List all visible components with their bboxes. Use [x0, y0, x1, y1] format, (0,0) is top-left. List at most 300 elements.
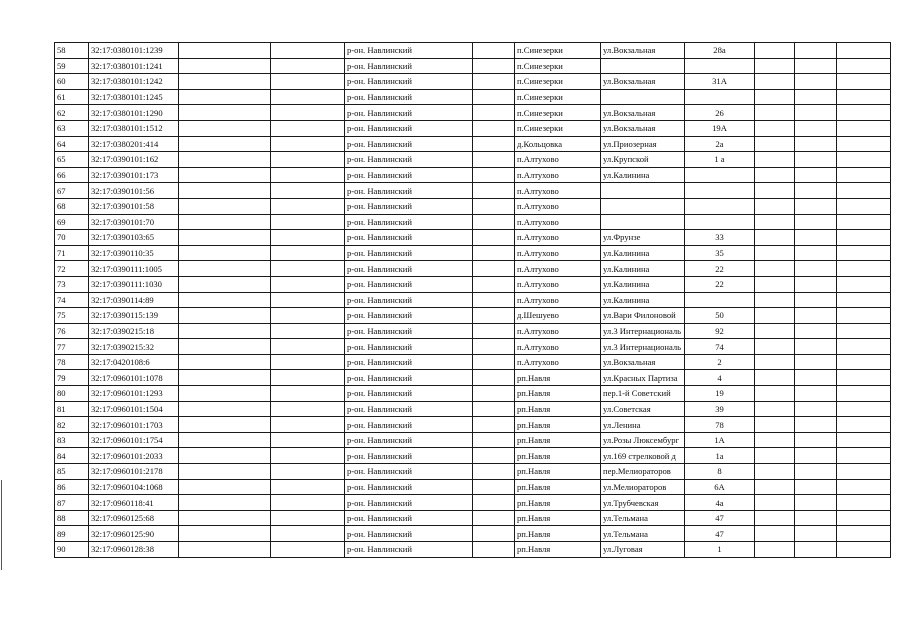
row-number-cell: 61 — [55, 89, 89, 105]
blank-cell — [755, 323, 795, 339]
table-row — [55, 479, 891, 495]
settlement-cell: п.Синезерки — [515, 89, 601, 105]
cadastral-number-cell: 32:17:0390101:162 — [89, 152, 179, 168]
cadastral-number-cell: 32:17:0380101:1241 — [89, 58, 179, 74]
blank-cell — [755, 261, 795, 277]
blank-cell — [179, 526, 271, 542]
blank-cell — [755, 370, 795, 386]
district-cell: р-он. Навлинский — [345, 58, 473, 74]
blank-cell — [473, 214, 515, 230]
district-cell: р-он. Навлинский — [345, 120, 473, 136]
blank-cell — [271, 479, 345, 495]
settlement-cell: рп.Навля — [515, 370, 601, 386]
row-number-cell: 72 — [55, 261, 89, 277]
table-row — [55, 230, 891, 246]
table-row — [55, 43, 891, 59]
settlement-cell: п.Синезерки — [515, 58, 601, 74]
house-number-cell: 22 — [685, 261, 755, 277]
settlement-cell: рп.Навля — [515, 401, 601, 417]
blank-cell — [271, 58, 345, 74]
street-cell: ул.Красных Партиза — [601, 370, 685, 386]
row-number-cell: 66 — [55, 167, 89, 183]
district-cell: р-он. Навлинский — [345, 214, 473, 230]
cadastral-number-cell: 32:17:0960101:1504 — [89, 401, 179, 417]
row-number-cell: 59 — [55, 58, 89, 74]
table-row — [55, 526, 891, 542]
cadastral-number-cell: 32:17:0390111:1030 — [89, 276, 179, 292]
district-cell: р-он. Навлинский — [345, 89, 473, 105]
settlement-cell: п.Алтухово — [515, 198, 601, 214]
row-number-cell: 73 — [55, 276, 89, 292]
blank-cell — [795, 183, 837, 199]
cadastral-number-cell: 32:17:0960101:1703 — [89, 417, 179, 433]
row-number-cell: 78 — [55, 354, 89, 370]
blank-cell — [837, 214, 891, 230]
settlement-cell: п.Синезерки — [515, 74, 601, 90]
scan-edge-mark — [1, 480, 2, 570]
blank-cell — [795, 526, 837, 542]
row-number-cell: 69 — [55, 214, 89, 230]
settlement-cell: п.Алтухово — [515, 354, 601, 370]
cadastral-number-cell: 32:17:0960104:1068 — [89, 479, 179, 495]
table-row — [55, 308, 891, 324]
blank-cell — [271, 510, 345, 526]
blank-cell — [795, 370, 837, 386]
house-number-cell: 19 — [685, 386, 755, 402]
row-number-cell: 68 — [55, 198, 89, 214]
cadastral-number-cell: 32:17:0960101:1754 — [89, 432, 179, 448]
street-cell: ул.169 стрелковой д — [601, 448, 685, 464]
blank-cell — [837, 479, 891, 495]
street-cell: пер.Мелиораторов — [601, 464, 685, 480]
house-number-cell — [685, 167, 755, 183]
blank-cell — [837, 323, 891, 339]
row-number-cell: 84 — [55, 448, 89, 464]
settlement-cell: п.Алтухово — [515, 276, 601, 292]
house-number-cell: 6А — [685, 479, 755, 495]
house-number-cell — [685, 214, 755, 230]
blank-cell — [837, 526, 891, 542]
blank-cell — [179, 448, 271, 464]
blank-cell — [473, 230, 515, 246]
blank-cell — [755, 479, 795, 495]
blank-cell — [271, 167, 345, 183]
blank-cell — [795, 74, 837, 90]
blank-cell — [271, 542, 345, 558]
cadastral-number-cell: 32:17:0390215:18 — [89, 323, 179, 339]
district-cell: р-он. Навлинский — [345, 370, 473, 386]
street-cell: ул.Тельмана — [601, 526, 685, 542]
blank-cell — [179, 198, 271, 214]
cadastral-number-cell: 32:17:0960101:1078 — [89, 370, 179, 386]
street-cell: ул.Калинина — [601, 167, 685, 183]
blank-cell — [837, 245, 891, 261]
house-number-cell — [685, 292, 755, 308]
settlement-cell: п.Алтухово — [515, 339, 601, 355]
blank-cell — [179, 323, 271, 339]
settlement-cell: п.Алтухово — [515, 292, 601, 308]
blank-cell — [271, 464, 345, 480]
blank-cell — [271, 183, 345, 199]
row-number-cell: 64 — [55, 136, 89, 152]
blank-cell — [755, 542, 795, 558]
row-number-cell: 71 — [55, 245, 89, 261]
blank-cell — [755, 105, 795, 121]
blank-cell — [837, 89, 891, 105]
blank-cell — [795, 479, 837, 495]
cadastral-number-cell: 32:17:0960118:41 — [89, 495, 179, 511]
row-number-cell: 65 — [55, 152, 89, 168]
house-number-cell — [685, 198, 755, 214]
street-cell — [601, 58, 685, 74]
blank-cell — [837, 464, 891, 480]
blank-cell — [271, 448, 345, 464]
cadastral-number-cell: 32:17:0380101:1512 — [89, 120, 179, 136]
blank-cell — [473, 43, 515, 59]
blank-cell — [271, 495, 345, 511]
table-row — [55, 276, 891, 292]
blank-cell — [837, 136, 891, 152]
street-cell: ул.Калинина — [601, 261, 685, 277]
street-cell: ул.Вокзальная — [601, 354, 685, 370]
table-row — [55, 495, 891, 511]
blank-cell — [473, 105, 515, 121]
house-number-cell: 28а — [685, 43, 755, 59]
blank-cell — [755, 386, 795, 402]
settlement-cell: п.Алтухово — [515, 245, 601, 261]
settlement-cell: рп.Навля — [515, 432, 601, 448]
street-cell: ул.Калинина — [601, 276, 685, 292]
district-cell: р-он. Навлинский — [345, 74, 473, 90]
blank-cell — [473, 292, 515, 308]
settlement-cell: рп.Навля — [515, 526, 601, 542]
street-cell: ул.Вокзальная — [601, 74, 685, 90]
blank-cell — [795, 510, 837, 526]
settlement-cell: рп.Навля — [515, 542, 601, 558]
blank-cell — [179, 152, 271, 168]
street-cell: ул.Вокзальная — [601, 43, 685, 59]
district-cell: р-он. Навлинский — [345, 323, 473, 339]
district-cell: р-он. Навлинский — [345, 432, 473, 448]
blank-cell — [179, 74, 271, 90]
district-cell: р-он. Навлинский — [345, 198, 473, 214]
blank-cell — [795, 448, 837, 464]
district-cell: р-он. Навлинский — [345, 479, 473, 495]
blank-cell — [179, 432, 271, 448]
house-number-cell: 31А — [685, 74, 755, 90]
blank-cell — [795, 401, 837, 417]
street-cell: ул.Луговая — [601, 542, 685, 558]
blank-cell — [837, 339, 891, 355]
row-number-cell: 62 — [55, 105, 89, 121]
settlement-cell: п.Алтухово — [515, 214, 601, 230]
blank-cell — [755, 401, 795, 417]
table-row — [55, 58, 891, 74]
blank-cell — [271, 354, 345, 370]
blank-cell — [837, 105, 891, 121]
settlement-cell: п.Алтухово — [515, 167, 601, 183]
blank-cell — [837, 386, 891, 402]
house-number-cell: 92 — [685, 323, 755, 339]
blank-cell — [755, 417, 795, 433]
blank-cell — [473, 432, 515, 448]
blank-cell — [795, 542, 837, 558]
blank-cell — [795, 136, 837, 152]
blank-cell — [755, 245, 795, 261]
row-number-cell: 90 — [55, 542, 89, 558]
blank-cell — [795, 58, 837, 74]
blank-cell — [179, 214, 271, 230]
district-cell: р-он. Навлинский — [345, 261, 473, 277]
cadastral-number-cell: 32:17:0390103:65 — [89, 230, 179, 246]
district-cell: р-он. Навлинский — [345, 339, 473, 355]
blank-cell — [179, 230, 271, 246]
blank-cell — [755, 339, 795, 355]
street-cell: ул.Трубчевская — [601, 495, 685, 511]
row-number-cell: 83 — [55, 432, 89, 448]
row-number-cell: 82 — [55, 417, 89, 433]
blank-cell — [271, 245, 345, 261]
blank-cell — [271, 432, 345, 448]
district-cell: р-он. Навлинский — [345, 542, 473, 558]
blank-cell — [179, 58, 271, 74]
blank-cell — [837, 354, 891, 370]
district-cell: р-он. Навлинский — [345, 136, 473, 152]
cadastral-number-cell: 32:17:0380101:1290 — [89, 105, 179, 121]
blank-cell — [837, 510, 891, 526]
blank-cell — [795, 105, 837, 121]
table-row — [55, 214, 891, 230]
settlement-cell: п.Алтухово — [515, 183, 601, 199]
row-number-cell: 74 — [55, 292, 89, 308]
blank-cell — [837, 432, 891, 448]
blank-cell — [271, 74, 345, 90]
blank-cell — [473, 276, 515, 292]
blank-cell — [755, 526, 795, 542]
blank-cell — [795, 198, 837, 214]
blank-cell — [271, 308, 345, 324]
district-cell: р-он. Навлинский — [345, 105, 473, 121]
blank-cell — [755, 120, 795, 136]
house-number-cell: 1 — [685, 542, 755, 558]
blank-cell — [755, 214, 795, 230]
blank-cell — [837, 542, 891, 558]
street-cell: ул.Калинина — [601, 245, 685, 261]
table-row — [55, 339, 891, 355]
street-cell: ул.Крупской — [601, 152, 685, 168]
blank-cell — [179, 89, 271, 105]
cadastral-number-cell: 32:17:0960101:1293 — [89, 386, 179, 402]
blank-cell — [837, 276, 891, 292]
blank-cell — [271, 417, 345, 433]
table-row — [55, 74, 891, 90]
table-row — [55, 105, 891, 121]
blank-cell — [179, 417, 271, 433]
street-cell: ул.Вокзальная — [601, 120, 685, 136]
blank-cell — [837, 292, 891, 308]
district-cell: р-он. Навлинский — [345, 183, 473, 199]
settlement-cell: рп.Навля — [515, 464, 601, 480]
row-number-cell: 87 — [55, 495, 89, 511]
blank-cell — [795, 386, 837, 402]
blank-cell — [179, 495, 271, 511]
blank-cell — [271, 43, 345, 59]
house-number-cell: 26 — [685, 105, 755, 121]
blank-cell — [795, 43, 837, 59]
street-cell: ул.Ленина — [601, 417, 685, 433]
blank-cell — [179, 120, 271, 136]
house-number-cell: 35 — [685, 245, 755, 261]
table-row — [55, 183, 891, 199]
blank-cell — [179, 167, 271, 183]
blank-cell — [271, 401, 345, 417]
blank-cell — [795, 339, 837, 355]
blank-cell — [837, 167, 891, 183]
blank-cell — [755, 464, 795, 480]
blank-cell — [179, 183, 271, 199]
blank-cell — [179, 136, 271, 152]
blank-cell — [271, 386, 345, 402]
blank-cell — [795, 495, 837, 511]
settlement-cell: д.Кольцовка — [515, 136, 601, 152]
settlement-cell: п.Синезерки — [515, 120, 601, 136]
blank-cell — [755, 276, 795, 292]
blank-cell — [271, 120, 345, 136]
row-number-cell: 60 — [55, 74, 89, 90]
blank-cell — [837, 495, 891, 511]
house-number-cell: 1а — [685, 448, 755, 464]
blank-cell — [473, 370, 515, 386]
street-cell: ул.3 Интернациональ — [601, 323, 685, 339]
blank-cell — [755, 510, 795, 526]
blank-cell — [837, 74, 891, 90]
cadastral-number-cell: 32:17:0380101:1242 — [89, 74, 179, 90]
blank-cell — [795, 292, 837, 308]
cadastral-number-cell: 32:17:0390101:56 — [89, 183, 179, 199]
table-row — [55, 261, 891, 277]
cadastral-number-cell: 32:17:0390110:35 — [89, 245, 179, 261]
cadastral-number-cell: 32:17:0960128:38 — [89, 542, 179, 558]
blank-cell — [837, 120, 891, 136]
blank-cell — [179, 292, 271, 308]
table-row — [55, 386, 891, 402]
blank-cell — [179, 464, 271, 480]
blank-cell — [837, 230, 891, 246]
blank-cell — [755, 354, 795, 370]
district-cell: р-он. Навлинский — [345, 417, 473, 433]
district-cell: р-он. Навлинский — [345, 386, 473, 402]
table-row — [55, 292, 891, 308]
settlement-cell: рп.Навля — [515, 417, 601, 433]
blank-cell — [837, 198, 891, 214]
blank-cell — [795, 120, 837, 136]
table-row — [55, 448, 891, 464]
blank-cell — [755, 152, 795, 168]
street-cell: ул.Советская — [601, 401, 685, 417]
row-number-cell: 63 — [55, 120, 89, 136]
blank-cell — [837, 58, 891, 74]
house-number-cell — [685, 89, 755, 105]
blank-cell — [755, 198, 795, 214]
row-number-cell: 79 — [55, 370, 89, 386]
table-row — [55, 370, 891, 386]
row-number-cell: 77 — [55, 339, 89, 355]
street-cell: ул.Мелиораторов — [601, 479, 685, 495]
street-cell: ул.Вари Филоновой — [601, 308, 685, 324]
blank-cell — [179, 479, 271, 495]
cadastral-number-cell: 32:17:0390101:173 — [89, 167, 179, 183]
table-body — [55, 43, 891, 558]
street-cell — [601, 89, 685, 105]
cadastral-number-cell: 32:17:0960125:90 — [89, 526, 179, 542]
blank-cell — [755, 230, 795, 246]
district-cell: р-он. Навлинский — [345, 464, 473, 480]
blank-cell — [473, 152, 515, 168]
blank-cell — [271, 230, 345, 246]
blank-cell — [473, 74, 515, 90]
row-number-cell: 85 — [55, 464, 89, 480]
table-row — [55, 510, 891, 526]
settlement-cell: п.Алтухово — [515, 261, 601, 277]
blank-cell — [473, 479, 515, 495]
blank-cell — [271, 136, 345, 152]
blank-cell — [795, 432, 837, 448]
blank-cell — [755, 183, 795, 199]
house-number-cell: 33 — [685, 230, 755, 246]
blank-cell — [473, 339, 515, 355]
cadastral-number-cell: 32:17:0380201:414 — [89, 136, 179, 152]
blank-cell — [271, 152, 345, 168]
blank-cell — [837, 370, 891, 386]
blank-cell — [271, 89, 345, 105]
blank-cell — [473, 245, 515, 261]
row-number-cell: 70 — [55, 230, 89, 246]
blank-cell — [473, 120, 515, 136]
blank-cell — [755, 308, 795, 324]
blank-cell — [179, 245, 271, 261]
street-cell — [601, 198, 685, 214]
table-row — [55, 120, 891, 136]
blank-cell — [179, 542, 271, 558]
settlement-cell: п.Алтухово — [515, 230, 601, 246]
house-number-cell: 1 а — [685, 152, 755, 168]
table-row — [55, 152, 891, 168]
blank-cell — [837, 417, 891, 433]
blank-cell — [837, 152, 891, 168]
blank-cell — [795, 214, 837, 230]
blank-cell — [179, 386, 271, 402]
blank-cell — [271, 276, 345, 292]
house-number-cell: 47 — [685, 526, 755, 542]
blank-cell — [179, 105, 271, 121]
street-cell: ул.3 Интернациональ — [601, 339, 685, 355]
blank-cell — [179, 339, 271, 355]
blank-cell — [795, 417, 837, 433]
blank-cell — [179, 43, 271, 59]
table-row — [55, 401, 891, 417]
house-number-cell: 19А — [685, 120, 755, 136]
blank-cell — [473, 183, 515, 199]
house-number-cell: 2 — [685, 354, 755, 370]
blank-cell — [271, 292, 345, 308]
blank-cell — [755, 58, 795, 74]
settlement-cell: рп.Навля — [515, 495, 601, 511]
house-number-cell: 4а — [685, 495, 755, 511]
blank-cell — [473, 464, 515, 480]
house-number-cell: 74 — [685, 339, 755, 355]
blank-cell — [271, 261, 345, 277]
district-cell: р-он. Навлинский — [345, 354, 473, 370]
